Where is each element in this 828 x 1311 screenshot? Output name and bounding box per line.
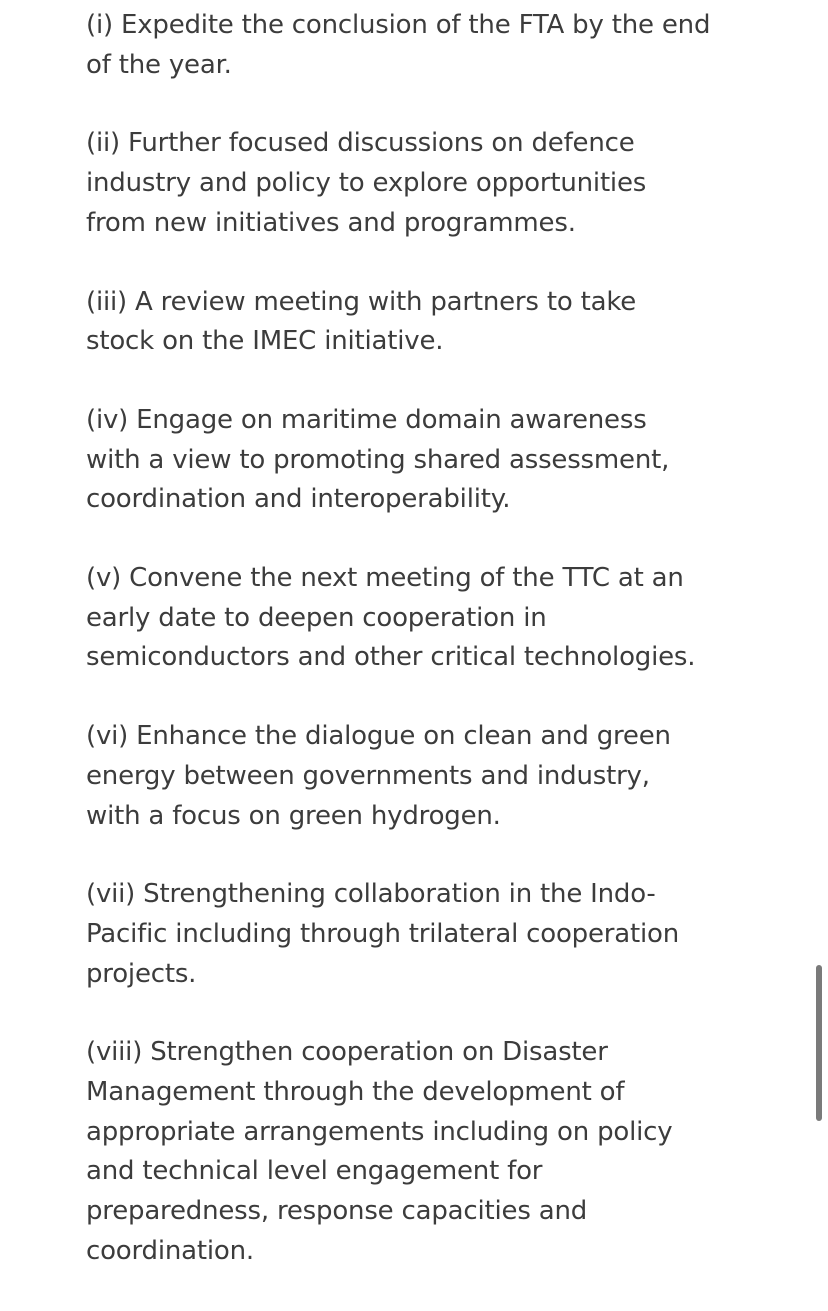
paragraph-line: preparedness, response capacities and: [86, 1196, 588, 1227]
paragraph-item-i: [86, 6, 786, 85]
paragraph-line: projects.: [86, 958, 197, 989]
paragraph-line: semiconductors and other critical technologies.: [86, 642, 696, 673]
paragraph-line: appropriate arrangements including on policy: [86, 1116, 673, 1147]
paragraph-item-viii: [86, 1033, 786, 1271]
paragraph-line: (vi) Enhance the dialogue on clean and green: [86, 721, 671, 752]
paragraph-line: (iii) A review meeting with partners to take: [86, 286, 637, 317]
paragraph-line: (i) Expedite the conclusion of the FTA by the end: [86, 10, 711, 40]
paragraph-line: early date to deepen cooperation in: [86, 602, 547, 633]
article-body: [86, 6, 786, 1311]
paragraph-item-vii: [86, 875, 786, 994]
paragraph-item-iv: [86, 401, 786, 520]
paragraph-line: of the year.: [86, 49, 232, 80]
paragraph-line: industry and policy to explore opportunities: [86, 168, 647, 199]
paragraph-line: (v) Convene the next meeting of the TTC at an: [86, 563, 684, 594]
paragraph-line: from new initiatives and programmes.: [86, 207, 576, 238]
paragraph-line: (ii) Further focused discussions on defence: [86, 128, 635, 159]
paragraph-item-iii: [86, 283, 786, 362]
paragraph-line: Management through the development of: [86, 1077, 625, 1108]
paragraph-line: energy between governments and industry,: [86, 760, 650, 791]
paragraph-line: with a view to promoting shared assessment,: [86, 444, 670, 475]
paragraph-item-ii: [86, 124, 786, 243]
paragraph-item-v: [86, 559, 786, 678]
paragraph-line: coordination.: [86, 1235, 254, 1266]
paragraph-item-vi: [86, 717, 786, 836]
scrollbar-thumb[interactable]: [816, 965, 822, 1121]
paragraph-line: Pacific including through trilateral cooperation: [86, 918, 679, 949]
paragraph-line: (iv) Engage on maritime domain awareness: [86, 404, 647, 435]
paragraph-line: coordination and interoperability.: [86, 484, 511, 515]
paragraph-line: with a focus on green hydrogen.: [86, 800, 501, 831]
paragraph-line: stock on the IMEC initiative.: [86, 326, 444, 357]
paragraph-line: and technical level engagement for: [86, 1156, 543, 1187]
paragraph-line: (viii) Strengthen cooperation on Disaster: [86, 1037, 608, 1068]
paragraph-line: (vii) Strengthening collaboration in the Indo-: [86, 879, 656, 910]
